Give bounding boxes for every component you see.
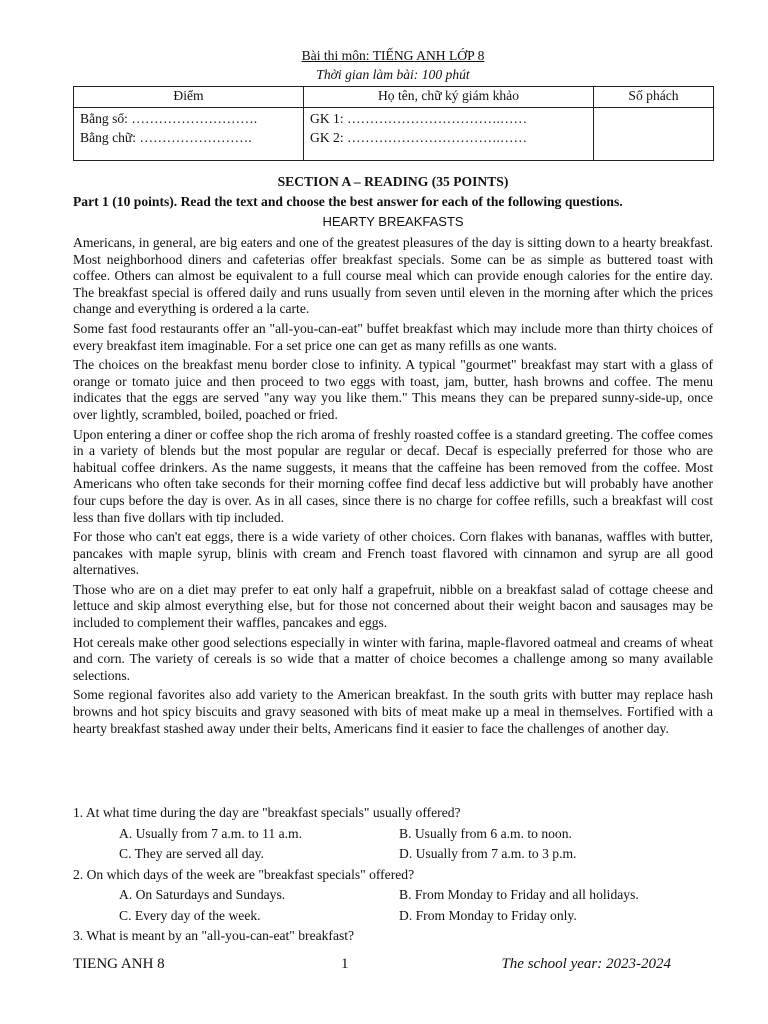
passage-paragraph: Upon entering a diner or coffee shop the rich aroma of freshly roasted coffee is a standard greeting. The coffee comes in a variety of blends but the most popular are regular or decaf. Decaf is especially preferred for those who are habitual coffee drinkers. As the name suggests, it means that the caffeine has been removed from the coffee. Most Americans who often take seconds for their morning coffee find decaf less addictive but will probably have another four cups before the day is over. As in all cases, since there is no charge for coffee refills, such a breakfast will cost less than five dollars with tip included.: [73, 426, 713, 525]
answer-option: D. From Monday to Friday only.: [399, 907, 577, 923]
footer-school-year: The school year: 2023-2024: [501, 956, 671, 972]
score-words-line: Bằng chữ: …………………….: [80, 130, 252, 145]
passage-paragraph: Some regional favorites also add variety to the American breakfast. In the south grits with butter may replace hash browns and hot spicy biscuits and gravy seasoned with bits of meat make up a meal in themselves. Fortified with a hearty breakfast stashed away under their belts, Americans find it easier to face the challenges of another day.: [73, 687, 713, 736]
answer-option: B. Usually from 6 a.m. to noon.: [399, 825, 572, 841]
answer-option: A. On Saturdays and Sundays.: [119, 887, 286, 902]
footer-page-number: 1: [341, 956, 349, 972]
question-stem: 2. On which days of the week are "breakfast specials" offered?: [73, 866, 415, 882]
answer-option: B. From Monday to Friday and all holidays.: [399, 887, 639, 902]
passage-paragraph: The choices on the breakfast menu border close to infinity. A typical "gourmet" breakfast may start with a glass of orange or tomato juice and then proceed to two eggs with toast, jam, butter, hash browns and coffee. The menu indicates that the eggs are served "any way you like them." This means they can be prepared sunny-side-up, once over lightly, scrambled, boiled, poached or fried.: [73, 357, 713, 422]
section-title: SECTION A – READING (35 POINTS): [277, 174, 509, 189]
header-examiners: Họ tên, chữ ký giám khảo: [304, 87, 594, 108]
question-options: [119, 824, 713, 865]
passage-paragraph: Americans, in general, are big eaters and one of the greatest pleasures of the day is sitting down to a hearty breakfast. Most neighborhood diners and cafeterias offer breakfast specials. Some can be as simple as buttered toast with coffee. Others can almost be equivalent to a full course meal which can provide enough calories for the entire day. The breakfast special is offered daily and runs usually from seven until eleven in the morning after which the prices change and everything is ordered a la carte.: [73, 235, 713, 317]
header-code: Số phách: [594, 87, 714, 108]
score-number-line: Bằng số: ……………………….: [80, 111, 258, 126]
exam-duration: Thời gian làm bài: 100 phút: [316, 67, 470, 82]
part-title: Part 1 (10 points). Read the text and choose the best answer for each of the following questions.: [73, 194, 623, 209]
score-cell: [74, 108, 304, 161]
examiners-cell: [304, 108, 594, 161]
examiner-1-line: GK 1: …………………………….……: [310, 111, 528, 126]
footer-subject: TIENG ANH 8: [73, 956, 165, 972]
passage-paragraph: Hot cereals make other good selections especially in winter with farina, maple-flavored oatmeal and creams of wheat and corn. The variety of cereals is so wide that a matter of choice becomes a challenge among so many available selections.: [73, 634, 713, 683]
answer-option: D. Usually from 7 a.m. to 3 p.m.: [399, 846, 577, 861]
grading-table-header-row: [74, 87, 714, 108]
answer-option: C. They are served all day.: [119, 846, 264, 861]
passage-paragraph: Some fast food restaurants offer an "all-you-can-eat" buffet breakfast which may include more than thirty choices of every breakfast item imaginable. For a set price one can get as many refills as one wants.: [73, 320, 713, 353]
exam-title: Bài thi môn: TIẾNG ANH LỚP 8: [301, 48, 485, 63]
question-options: [119, 885, 713, 926]
grading-table: [73, 86, 714, 161]
answer-option: C. Every day of the week.: [119, 907, 261, 923]
question-stem: 1. At what time during the day are "breakfast specials" usually offered?: [73, 805, 461, 820]
question-stem: 3. What is meant by an "all-you-can-eat" breakfast?: [73, 928, 355, 943]
examiner-2-line: GK 2: …………………………….……: [310, 130, 528, 145]
passage-paragraph: For those who can't eat eggs, there is a wide variety of other choices. Corn flakes with bananas, waffles with butter, pancakes with maple syrup, blinis with cream and French toast flavored with cinnamon and syrup are all good alternatives.: [73, 529, 713, 578]
passage-paragraph: Those who are on a diet may prefer to eat only half a grapefruit, nibble on a breakfast salad of cottage cheese and lettuce and skip almost everything else, but for those not concerned about their weight bacon and sausages may be included to complement their waffles, pancakes and eggs.: [73, 581, 713, 631]
grading-table-body-row: [74, 108, 714, 161]
reading-title: HEARTY BREAKFASTS: [322, 214, 464, 229]
answer-option: A. Usually from 7 a.m. to 11 a.m.: [119, 825, 302, 841]
header-score: Điểm: [74, 87, 304, 108]
reading-passage: [73, 235, 713, 740]
question-list: [73, 803, 713, 947]
code-cell: [594, 108, 714, 161]
